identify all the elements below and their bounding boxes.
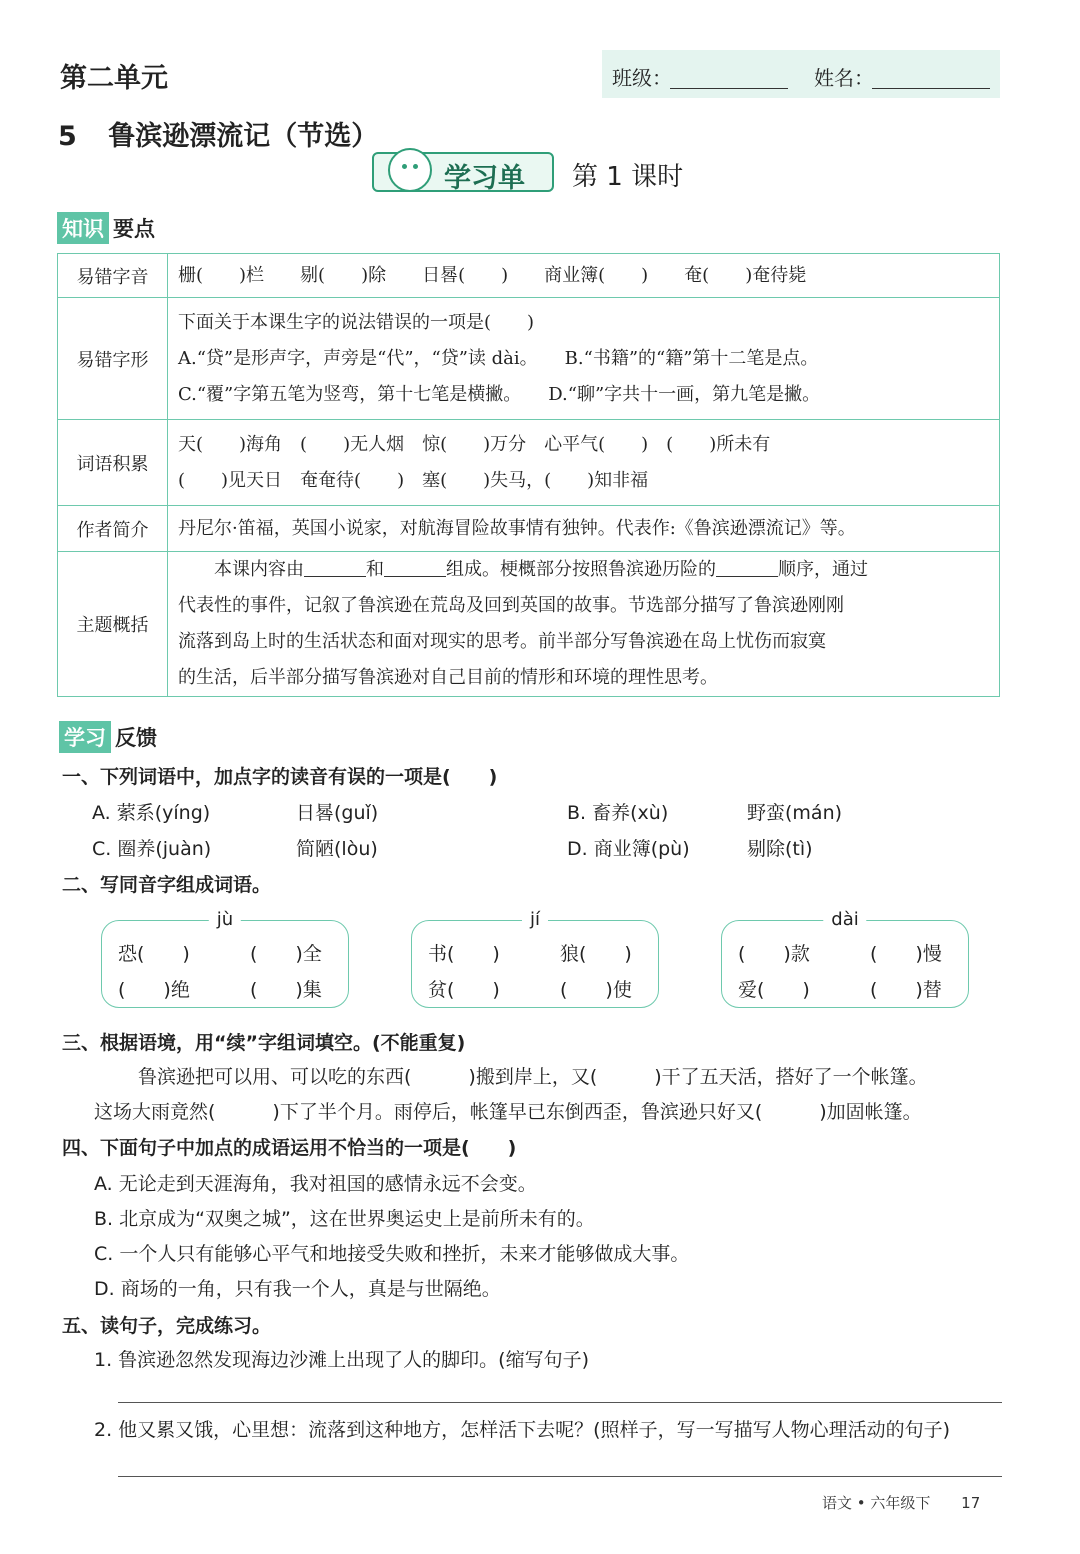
- q1-option-a1: A. 萦系(yíng): [92, 802, 211, 824]
- name-label: 姓名：: [814, 66, 874, 90]
- word-blank[interactable]: 狼( ): [560, 943, 632, 965]
- question-3-title: 三、根据语境，用“续”字组词填空。(不能重复): [62, 1032, 466, 1054]
- group-pinyin: jí: [522, 909, 548, 930]
- homophone-group-ji: [411, 909, 659, 1008]
- form-question[interactable]: 下面关于本课生字的说法错误的一项是( ): [178, 311, 535, 333]
- knowledge-table: [57, 253, 1000, 697]
- q4-option-c: C. 一个人只有能够心平气和地接受失败和挫折，未来才能够做成大事。: [94, 1243, 690, 1265]
- q3-passage-line-1[interactable]: 鲁滨逊把可以用、可以吃的东西( )搬到岸上，又( )干了五天活，搭好了一个帐篷。: [138, 1066, 928, 1088]
- theme-line-4: 的生活，后半部分描写鲁滨逊对自己目前的情形和环境的理性思考。: [178, 667, 718, 688]
- row-content: [168, 552, 1000, 697]
- row-label: 易错字音: [58, 254, 168, 298]
- row-content: [168, 420, 1000, 506]
- q1-option-a2: 日晷(guǐ): [296, 802, 379, 824]
- row-label: 词语积累: [58, 420, 168, 506]
- knowledge-heading-highlight: 知识: [57, 212, 109, 244]
- word-blank[interactable]: ( )绝: [118, 979, 190, 1001]
- author-intro: 丹尼尔·笛福，英国小说家，对航海冒险故事情有独钟。代表作:《鲁滨逊漂流记》等。: [178, 517, 856, 539]
- homophone-group-dai: [721, 909, 969, 1008]
- answer-line-2[interactable]: [118, 1476, 1002, 1477]
- word-blank[interactable]: 贫( ): [428, 979, 500, 1001]
- table-row: [58, 506, 1000, 552]
- answer-blank[interactable]: [384, 559, 446, 577]
- q5-sentence-2: 2. 他又累又饿，心里想：流落到这种地方，怎样活下去呢？(照样子，写一写描写人物心理活动的句子): [94, 1419, 950, 1441]
- knowledge-heading-text: 要点: [113, 217, 155, 241]
- page-footer: [822, 1492, 980, 1513]
- theme-text: 本课内容由: [214, 559, 304, 580]
- theme-line-1[interactable]: [178, 552, 989, 588]
- q3-passage-line-2[interactable]: 这场大雨竟然( )下了半个月。雨停后，帐篷早已东倒西歪，鲁滨逊只好又( )加固帐篷。: [94, 1101, 922, 1123]
- q1-option-d2: 剔除(tì): [747, 838, 813, 860]
- class-name-box: [602, 50, 1000, 98]
- session-label: 第 1 课时: [572, 162, 684, 192]
- form-options-cd: C.“覆”字第五笔为竖弯，第十七笔是横撇。 D.“聊”字共十一画，第九笔是撇。: [178, 383, 821, 405]
- q1-option-d1: D. 商业簿(pù): [567, 838, 690, 860]
- word-blank[interactable]: 书( ): [428, 943, 500, 965]
- question-2-title: 二、写同音字组成词语。: [62, 874, 272, 896]
- study-sheet-badge: [372, 152, 554, 192]
- word-blank[interactable]: ( )替: [870, 979, 942, 1001]
- answer-blank[interactable]: [304, 559, 366, 577]
- table-row: [58, 552, 1000, 697]
- word-blank[interactable]: 恐( ): [118, 943, 190, 965]
- row-label: 主题概括: [58, 552, 168, 697]
- pronunciation-items[interactable]: 栅( )栏 剔( )除 日晷( ) 商业簿( ) 奄( )奄待毙: [178, 264, 807, 286]
- word-blank[interactable]: ( )集: [250, 979, 322, 1001]
- q1-option-b2: 野蛮(mán): [747, 802, 843, 824]
- footer-subject: 语文 • 六年级下: [822, 1494, 931, 1512]
- q5-sentence-1: 1. 鲁滨逊忽然发现海边沙滩上出现了人的脚印。(缩写句子): [94, 1349, 589, 1371]
- name-input-line[interactable]: [872, 88, 990, 89]
- class-input-line[interactable]: [670, 88, 788, 89]
- q4-option-b: B. 北京成为“双奥之城”，这在世界奥运史上是前所未有的。: [94, 1208, 595, 1230]
- row-content: [168, 254, 1000, 298]
- word-blank[interactable]: ( )使: [560, 979, 632, 1001]
- table-row: [58, 254, 1000, 298]
- word-blank[interactable]: 爱( ): [738, 979, 810, 1001]
- q1-option-c1: C. 圈养(juàn): [92, 838, 212, 860]
- group-pinyin: jù: [209, 909, 241, 930]
- q1-option-b1: B. 畜养(xù): [567, 802, 669, 824]
- theme-line-3: 流落到岛上时的生活状态和面对现实的思考。前半部分写鲁滨逊在岛上忧伤而寂寞: [178, 631, 826, 652]
- word-blank[interactable]: ( )款: [738, 943, 810, 965]
- word-blank[interactable]: ( )慢: [870, 943, 942, 965]
- lesson-number: 5: [58, 121, 77, 152]
- feedback-heading-text: 反馈: [115, 726, 157, 750]
- theme-text: 组成。梗概部分按照鲁滨逊历险的: [446, 559, 716, 580]
- page-number: 17: [961, 1494, 981, 1512]
- feedback-heading-highlight: 学习: [59, 721, 111, 753]
- answer-line-1[interactable]: [118, 1402, 1002, 1403]
- form-options-ab: A.“贷”是形声字，声旁是“代”，“贷”读 dài。 B.“书籍”的“籍”第十二笔是点。: [178, 347, 819, 369]
- theme-line-2: 代表性的事件，记叙了鲁滨逊在荒岛及回到英国的故事。节选部分描写了鲁滨逊刚刚: [178, 595, 844, 616]
- row-content: [168, 506, 1000, 552]
- q4-option-d: D. 商场的一角，只有我一个人，真是与世隔绝。: [94, 1278, 501, 1300]
- row-content: [168, 298, 1000, 420]
- theme-text: 和: [366, 559, 384, 580]
- class-label: 班级：: [612, 66, 672, 90]
- q1-option-c2: 简陋(lòu): [296, 838, 378, 860]
- tiger-mascot-icon: [388, 148, 432, 192]
- question-1-title[interactable]: 一、下列词语中，加点字的读音有误的一项是( ): [62, 766, 498, 788]
- unit-title: 第二单元: [60, 63, 168, 94]
- study-sheet-label: 学习单: [444, 163, 525, 194]
- lesson-title: [58, 114, 378, 153]
- q4-option-a: A. 无论走到天涯海角，我对祖国的感情永远不会变。: [94, 1173, 537, 1195]
- vocab-line-2[interactable]: ( )见天日 奄奄待( ) 塞( )失马，( )知非福: [178, 469, 649, 491]
- row-label: 作者简介: [58, 506, 168, 552]
- lesson-name: 鲁滨逊漂流记（节选）: [108, 121, 379, 152]
- vocab-line-1[interactable]: 天( )海角 ( )无人烟 惊( )万分 心平气( ) ( )所未有: [178, 433, 771, 455]
- table-row: [58, 298, 1000, 420]
- question-4-title[interactable]: 四、下面句子中加点的成语运用不恰当的一项是( ): [62, 1137, 517, 1159]
- group-pinyin: dài: [823, 909, 866, 930]
- answer-blank[interactable]: [716, 559, 778, 577]
- knowledge-section-heading: [57, 212, 155, 244]
- feedback-section-heading: [59, 721, 157, 753]
- row-label: 易错字形: [58, 298, 168, 420]
- word-blank[interactable]: ( )全: [250, 943, 322, 965]
- question-5-title: 五、读句子，完成练习。: [62, 1315, 272, 1337]
- theme-text: 顺序，通过: [778, 559, 868, 580]
- table-row: [58, 420, 1000, 506]
- homophone-group-ju: [101, 909, 349, 1008]
